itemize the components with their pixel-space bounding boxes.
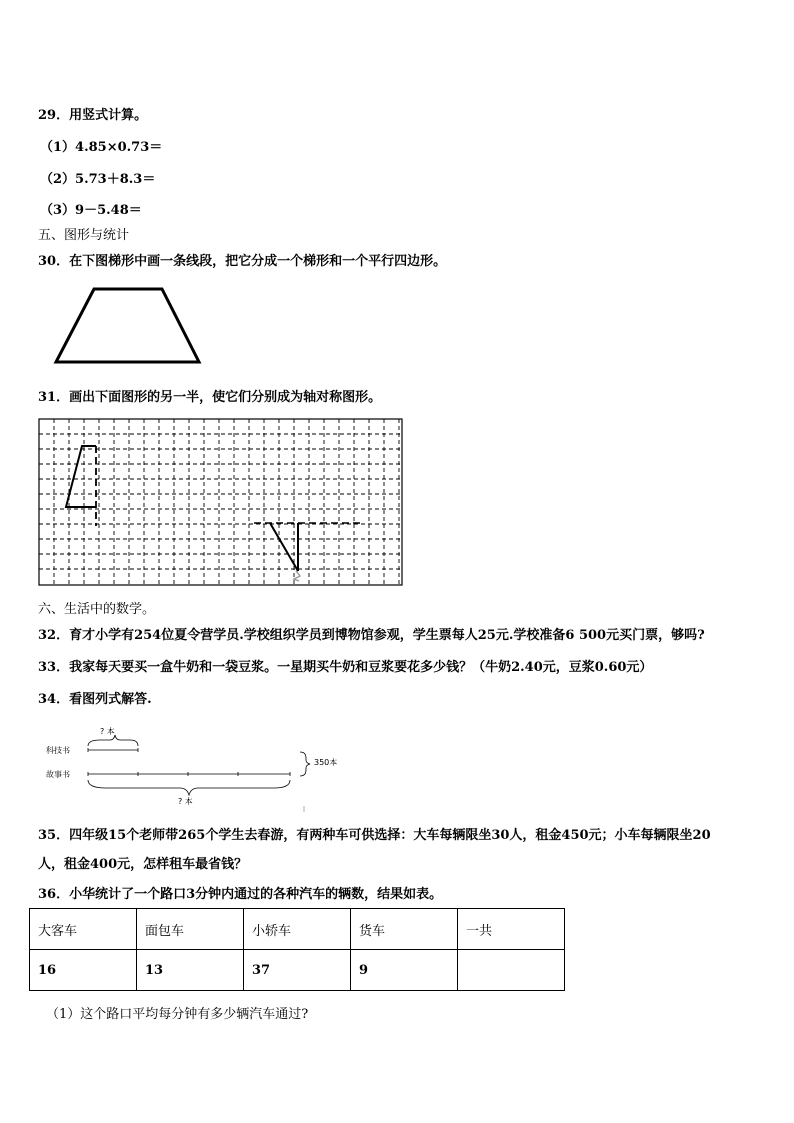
q29-item-1: （1）4.85×0.73＝ <box>40 140 163 155</box>
label-story-books: 故事书 <box>46 770 70 779</box>
q29-title: 29．用竖式计算。 <box>38 108 148 123</box>
q36-sub-1: （1）这个路口平均每分钟有多少辆汽车通过? <box>46 1007 309 1022</box>
q29-item-2: （2）5.73＋8.3＝ <box>40 172 156 187</box>
q35-line-1: 35．四年级15个老师带265个学生去春游，有两种车可供选择：大车每辆限坐30人，租金450元；小车每辆限坐20 <box>38 828 711 843</box>
table-value-row <box>30 950 565 991</box>
value-van: 13 <box>137 950 244 991</box>
header-total: 一共 <box>458 909 565 950</box>
header-truck: 货车 <box>351 909 458 950</box>
header-car: 小轿车 <box>244 909 351 950</box>
value-bus: 16 <box>30 950 137 991</box>
table-header-row <box>30 909 565 950</box>
label-bottom-question: ? 本 <box>178 797 193 806</box>
label-total: 350本 <box>314 758 338 767</box>
q31-text: 31．画出下面图形的另一半，使它们分别成为轴对称图形。 <box>38 390 382 405</box>
trapezoid-figure <box>50 284 205 366</box>
section-5-heading: 五、图形与统计 <box>38 228 130 243</box>
header-van: 面包车 <box>137 909 244 950</box>
q36-title: 36．小华统计了一个路口3分钟内通过的各种汽车的辆数，结果如表。 <box>38 887 443 902</box>
vehicle-count-table <box>29 908 565 991</box>
value-total <box>458 950 565 991</box>
q34-title: 34．看图列式解答. <box>38 692 152 707</box>
value-car: 37 <box>244 950 351 991</box>
label-science-books: 科技书 <box>46 746 70 755</box>
q29-item-3: （3）9－5.48＝ <box>40 203 142 218</box>
q32-text: 32．育才小学有254位夏令营学员.学校组织学员到博物馆参观，学生票每人25元.学校准备6 500元买门票，够吗? <box>38 628 705 643</box>
q33-text: 33．我家每天要买一盒牛奶和一袋豆浆。一星期买牛奶和豆浆要花多少钱？（牛奶2.40元，豆浆0.60元） <box>38 660 653 675</box>
header-bus: 大客车 <box>30 909 137 950</box>
value-truck: 9 <box>351 950 458 991</box>
q30-text: 30．在下图梯形中画一条线段，把它分成一个梯形和一个平行四边形。 <box>38 254 447 269</box>
symmetry-grid <box>38 418 404 588</box>
q35-line-2: 人，租金400元，怎样租车最省钱？ <box>38 857 248 872</box>
label-top-question: ? 本 <box>100 727 115 736</box>
bar-model-diagram <box>40 722 360 814</box>
section-6-heading: 六、生活中的数学。 <box>38 602 156 617</box>
